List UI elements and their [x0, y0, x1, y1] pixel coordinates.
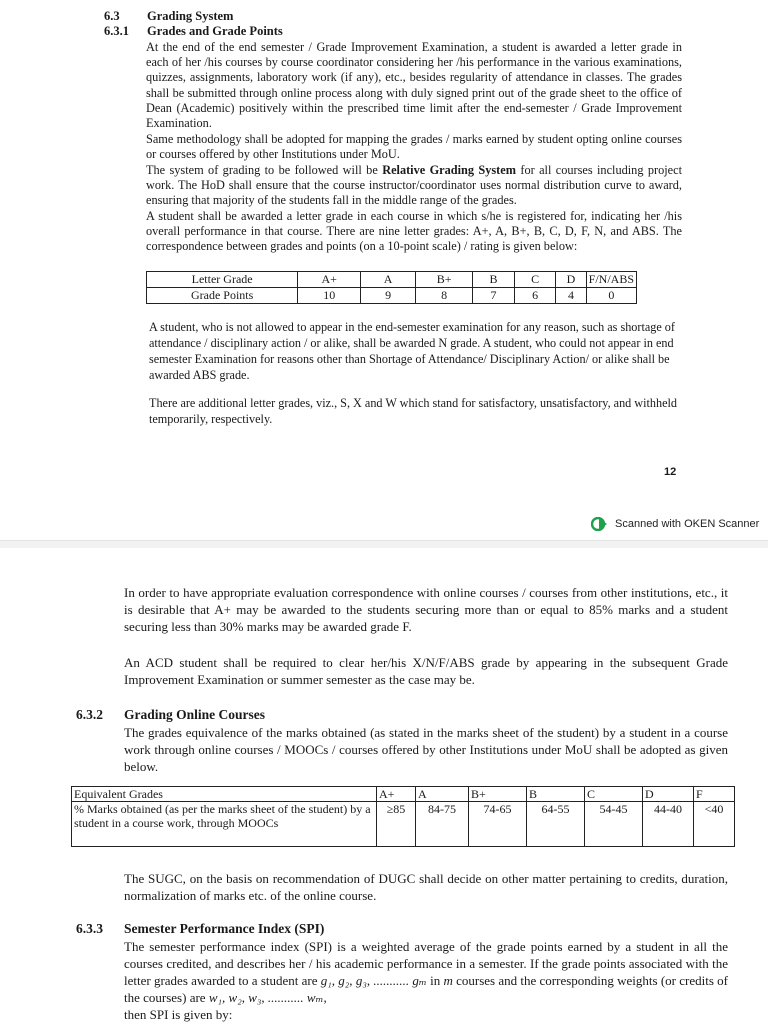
table-cell: 4 — [556, 288, 586, 304]
math-grade-points: g₁, g₂, g₃, ........... gₘ — [320, 973, 427, 988]
text-segment: , — [323, 990, 327, 1005]
table-cell: Equivalent Grades — [72, 787, 377, 802]
table-cell: F — [694, 787, 735, 802]
table-cell: C — [585, 787, 643, 802]
paragraph-nine-letter-grades: A student shall be awarded a letter grade in each course in which s/he is registered for, indicating her /his overall performance in that course. There are nine letter grades: A+, A, B+, B, C, D, F, N, and ABS. The correspondence between grades and points (on a 10-point scale) / rating is given below: — [146, 209, 682, 254]
table-cell: 84-75 — [416, 802, 469, 847]
text-segment: The semester performance index (SPI) is a weighted average of the grade points earned by a student in all the courses credited, and describes her / his academic performance in a semester. If the grade points associated with the letter grades awarded to a student are — [124, 939, 728, 988]
paragraph-relative-grading — [146, 163, 682, 209]
table-cell: C — [514, 272, 556, 288]
table-cell: A — [416, 787, 469, 802]
section-title-grades-and-grade-points: Grades and Grade Points — [147, 24, 283, 38]
paragraph-grades-equivalence: The grades equivalence of the marks obtained (as stated in the marks sheet of the student) by a student in a course work through online courses / MOOCs / courses offered by other Institutions under MoU shall be adopted as given below. — [124, 725, 728, 774]
scanner-text: Scanned with OKEN Scanner — [615, 518, 760, 530]
table-cell: 54-45 — [585, 802, 643, 847]
table-cell: B+ — [416, 272, 473, 288]
table-cell: Letter Grade — [147, 272, 298, 288]
table-row — [147, 272, 637, 288]
table-cell: 10 — [298, 288, 361, 304]
table-cell: 64-55 — [527, 802, 585, 847]
text-segment: courses and the corresponding weights (or credits of the courses) are — [124, 973, 729, 1005]
math-m: m — [443, 973, 453, 988]
paragraph-spi-definition — [124, 938, 728, 1023]
table-row — [147, 288, 637, 304]
table-row — [72, 787, 735, 802]
paragraph-online-evaluation: In order to have appropriate evaluation correspondence with online courses / courses from other institutions, etc., it is desirable that A+ may be awarded to the students securing more than or equal to 85% marks and a student securing less than 30% marks may be awarded grade F. — [124, 585, 728, 634]
table-cell: 7 — [473, 288, 515, 304]
online-grades-table — [71, 786, 735, 847]
section-title-grading-online-courses: Grading Online Courses — [124, 707, 266, 722]
scanner-logo-icon — [591, 517, 609, 531]
document-page-2 — [0, 548, 768, 1024]
text-segment: The system of grading to be followed will be — [146, 163, 383, 177]
paragraph-additional-grades: There are additional letter grades, viz., S, X and W which stand for satisfactory, unsatisfactory, and withheld temporarily, respectively. — [149, 396, 677, 426]
table-cell: B+ — [469, 787, 527, 802]
section-number-6-3-1: 6.3.1 — [104, 24, 129, 38]
table-cell: Grade Points — [147, 288, 298, 304]
table-cell: <40 — [694, 802, 735, 847]
table-cell: A+ — [377, 787, 416, 802]
table-cell: B — [527, 787, 585, 802]
table-cell: A+ — [298, 272, 361, 288]
table-cell: 8 — [416, 288, 473, 304]
table-cell: ≥85 — [377, 802, 416, 847]
table-row — [72, 802, 735, 847]
section-number-6-3-2: 6.3.2 — [76, 707, 103, 722]
paragraph-grade-award: At the end of the end semester / Grade Improvement Examination, a student is awarded a letter grade in each of her /his courses by course coordinator considering her /his performance in the various examinations, quizzes, assignments, laboratory work (if any), etc., besides regularity of attendance in classes. The grades shall be submitted through online process along with duly signed print out of the grade sheet to the office of Dean (Academic) positively within the prescribed time limit after the end-semester / Grade Improvement Examination. — [146, 40, 682, 131]
section-title-grading-system: Grading System — [147, 9, 234, 23]
table-cell: 44-40 — [643, 802, 694, 847]
table-cell: B — [473, 272, 515, 288]
paragraph-same-methodology: Same methodology shall be adopted for mapping the grades / marks earned by student opting online courses or courses offered by other Institutions under MoU. — [146, 132, 682, 162]
grade-points-table — [146, 271, 637, 304]
table-cell: 9 — [361, 288, 416, 304]
paragraph-sugc: The SUGC, on the basis on recommendation of DUGC shall decide on other matter pertaining to credits, duration, normalization of marks etc. of the online course. — [124, 871, 728, 903]
section-number-6-3-3: 6.3.3 — [76, 921, 103, 936]
scanner-watermark — [591, 517, 759, 531]
table-cell: 0 — [586, 288, 636, 304]
paragraph-acd-student: An ACD student shall be required to clear her/his X/N/F/ABS grade by appearing in the subsequent Grade Improvement Examination or summer semester as the case may be. — [124, 655, 728, 687]
paragraph-n-abs-grade: A student, who is not allowed to appear in the end-semester examination for any reason, such as shortage of attendance / disciplinary action / or alike, shall be awarded N grade. A student, who could not appear in end semester Examination for reasons other than Shortage of Attendance/ Disciplinary Action/ or alike shall be awarded ABS grade. — [149, 320, 675, 382]
table-cell: % Marks obtained (as per the marks sheet of the student) by a student in a course work, through MOOCs — [72, 802, 377, 847]
section-title-spi: Semester Performance Index (SPI) — [124, 921, 325, 936]
text-segment: in — [426, 973, 444, 988]
table-cell: 74-65 — [469, 802, 527, 847]
text-segment: for all courses including project work. The HoD shall ensure that the course instructor/coordinator uses normal distribution curve to award, ensuring that majority of the students fall in the middle range of the grades. — [146, 163, 682, 208]
bold-text-relative-grading-system: Relative Grading System — [382, 163, 516, 177]
math-weights: w₁, w₂, w₃, ........... wₘ — [208, 990, 324, 1005]
table-cell: F/N/ABS — [586, 272, 636, 288]
text-segment: then SPI is given by: — [124, 1007, 233, 1022]
table-cell: 6 — [514, 288, 556, 304]
section-number-6-3: 6.3 — [104, 9, 120, 23]
table-cell: D — [643, 787, 694, 802]
page-number: 12 — [664, 466, 677, 478]
table-cell: A — [361, 272, 416, 288]
table-cell: D — [556, 272, 586, 288]
